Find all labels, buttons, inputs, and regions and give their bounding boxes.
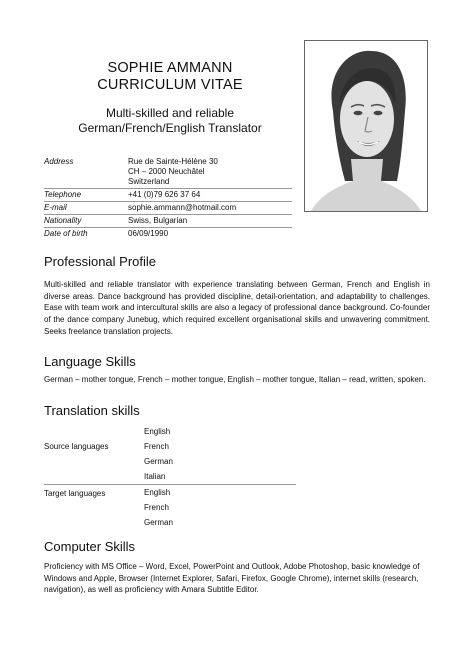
languages-heading: Language Skills bbox=[44, 354, 136, 369]
profile-heading: Professional Profile bbox=[44, 254, 156, 269]
translation-table bbox=[44, 424, 296, 530]
address-label: Address bbox=[44, 157, 74, 166]
profile-text: Multi-skilled and reliable translator with experience translating between German, French and English in diverse areas. Dance background has provided discipline, detail-orientation, and adaptability to challenges. Ease with team work and intercultural skills are also a legacy of professional dance background. Co-founder of the dance company Junebug, which required excellent organisational skills and unwavering commitment. Seeks freelance translation projects. bbox=[44, 280, 430, 336]
computer-heading: Computer Skills bbox=[44, 539, 136, 554]
target-language-item: English bbox=[144, 488, 171, 497]
source-language-item: French bbox=[144, 442, 169, 451]
address-line: Rue de Sainte-Hélène 30 bbox=[128, 157, 218, 166]
address-line: Switzerland bbox=[128, 177, 170, 186]
source-languages-list bbox=[144, 424, 296, 484]
tagline-line-1: Multi-skilled and reliable bbox=[105, 106, 235, 120]
languages-text: German – mother tongue, French – mother tongue, English – mother tongue, Italian – read, written, spoken. bbox=[44, 375, 426, 384]
address-row bbox=[44, 156, 292, 189]
nationality-value: Swiss, Bulgarian bbox=[128, 216, 188, 225]
computer-text: Proficiency with MS Office – Word, Excel, PowerPoint and Outlook, Adobe Photoshop, basic knowledge of Windows and Apple, Browser (Internet Explorer, Safari, Firefox, Google Chrome), internet skills (research, navigation), as well as proficiency with Amara Subtitle Editor. bbox=[44, 562, 420, 595]
nationality-label: Nationality bbox=[44, 216, 82, 225]
cv-tagline bbox=[40, 106, 300, 136]
personal-details-table bbox=[44, 156, 292, 240]
address-line: CH – 2000 Neuchâtel bbox=[128, 167, 205, 176]
source-languages-label: Source languages bbox=[44, 442, 109, 451]
target-languages-label: Target languages bbox=[44, 489, 106, 498]
dob-value: 06/09/1990 bbox=[128, 229, 169, 238]
email-value: sophie.ammann@hotmail.com bbox=[128, 203, 237, 212]
telephone-value: +41 (0)79 626 37 64 bbox=[128, 190, 201, 199]
document-title: CURRICULUM VITAE bbox=[97, 77, 243, 93]
translation-heading: Translation skills bbox=[44, 403, 140, 418]
source-language-item: German bbox=[144, 457, 173, 466]
address-value bbox=[128, 157, 292, 187]
telephone-label: Telephone bbox=[44, 190, 82, 199]
source-language-item: Italian bbox=[144, 472, 166, 481]
dob-row bbox=[44, 228, 292, 240]
target-language-item: French bbox=[144, 503, 169, 512]
email-label: E-mail bbox=[44, 203, 67, 212]
email-row bbox=[44, 202, 292, 215]
target-languages-list bbox=[144, 485, 296, 530]
cv-header bbox=[40, 60, 300, 94]
profile-photo bbox=[304, 40, 428, 212]
source-language-item: English bbox=[144, 427, 171, 436]
dob-label: Date of birth bbox=[44, 229, 88, 238]
target-languages-group bbox=[44, 485, 296, 530]
tagline-line-2: German/French/English Translator bbox=[78, 121, 262, 135]
nationality-row bbox=[44, 215, 292, 228]
telephone-row bbox=[44, 189, 292, 202]
source-languages-group bbox=[44, 424, 296, 485]
target-language-item: German bbox=[144, 518, 173, 527]
person-name: SOPHIE AMMANN bbox=[107, 60, 233, 76]
